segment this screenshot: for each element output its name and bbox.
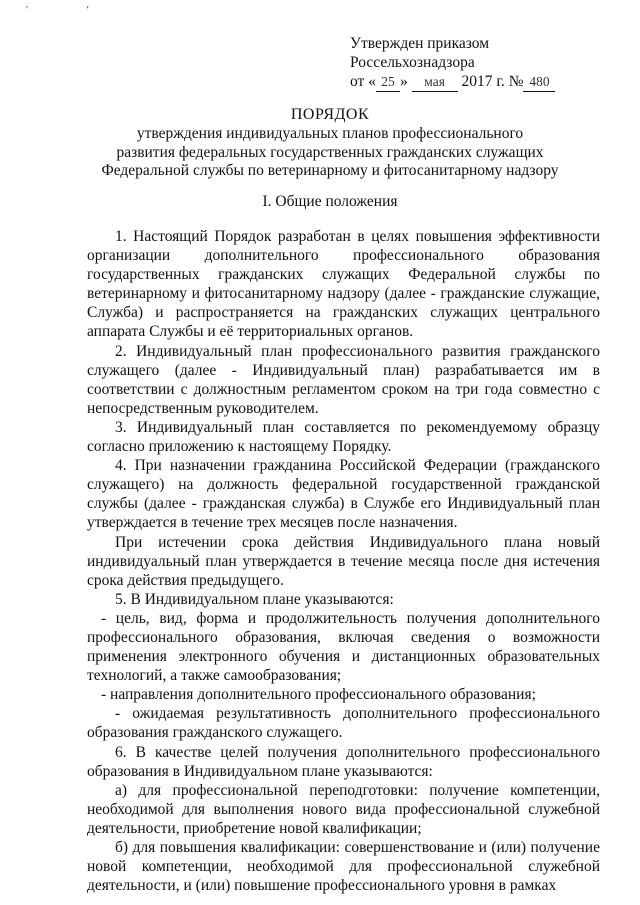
heading-line-3: Федеральной службы по ветеринарному и фитосанитарному надзору (101, 162, 559, 179)
approval-line-1: Утвержден приказом (350, 35, 490, 52)
approval-date-line (350, 72, 555, 92)
number-sign: № (508, 73, 524, 90)
approval-number: 480 (523, 72, 555, 92)
approval-month: мая (412, 72, 458, 92)
paragraph-5: 5. В Индивидуальном плане указываются: (115, 590, 394, 608)
date-day-suffix: » (399, 73, 408, 90)
section-title: I. Общие положения (262, 193, 398, 210)
paragraph-1: 1. Настоящий Порядок разработан в целях повышения эффективности организации дополнительного профессионального образования государственных гражданских служащих Федеральной службы по ветеринарному и фитосанитарному надзору (далее - гражданские служащие, Служба) и распространяется на гражданских служащих центрального аппарата Службы и её территориальных органов. (87, 228, 600, 341)
paragraph-6-item-b: б) для повышения квалификации: совершенствование и (или) получение новой компетенции, необходимой для профессиональной служебной деятельности, и (или) повышение профессионального уровня в рамках (87, 839, 600, 895)
scan-corner-marks: ' ' (26, 4, 117, 16)
paragraph-3: 3. Индивидуальный план составляется по рекомендуемому образцу согласно приложению к настоящему Порядку. (87, 418, 600, 456)
paragraph-5-item-3: - ожидаемая результативность дополнительного профессионального образования гражданского служащего. (87, 705, 600, 742)
heading-line-2: развития федеральных государственных гражданских служащих (116, 143, 544, 161)
paragraph-2: 2. Индивидуальный план профессионального развития гражданского служащего (далее - Индивидуальный план) разрабатывается им в соответствии с должностным регламентом сроком на три года совместно с непосредственным руководителем. (87, 342, 600, 417)
document-title: ПОРЯДОК (290, 106, 370, 123)
paragraph-5-item-1: - цель, вид, форма и продолжительность получения дополнительного профессионального образования, включая сведения о возможности применения электронного обучения и дистанционных образовательных технологий, а также самообразования; (87, 609, 600, 685)
paragraph-6-item-a: а) для профессиональной переподготовки: получение компетенции, необходимой для выполнения нового вида профессиональной служебной деятельности, приобретение новой квалификации; (87, 781, 600, 837)
paragraph-4: 4. При назначении гражданина Российской Федерации (гражданского служащего) на должность федеральной государственной гражданской службы (далее - гражданская служба) в Службе его Индивидуальный план утверждается в течение трех месяцев после назначения. (87, 457, 600, 532)
document-body (87, 227, 600, 895)
document-heading (80, 105, 580, 181)
paragraph-4-continued: При истечении срока действия Индивидуального плана новый индивидуальный план утверждается в течение месяца после дня истечения срока действия предыдущего. (87, 533, 600, 589)
date-prefix: от « (350, 73, 376, 90)
approval-year: 2017 г. (461, 73, 505, 90)
approval-line-2: Россельхознадзора (350, 54, 475, 71)
heading-line-1: утверждения индивидуальных планов профессионального (136, 125, 524, 142)
approval-day: 25 (376, 72, 400, 92)
paragraph-6: 6. В качестве целей получения дополнительного профессионального образования в Индивидуальном плане указываются: (87, 743, 600, 780)
approval-stamp-block (350, 34, 555, 92)
paragraph-5-item-2: - направления дополнительного профессионального образования; (101, 686, 536, 704)
